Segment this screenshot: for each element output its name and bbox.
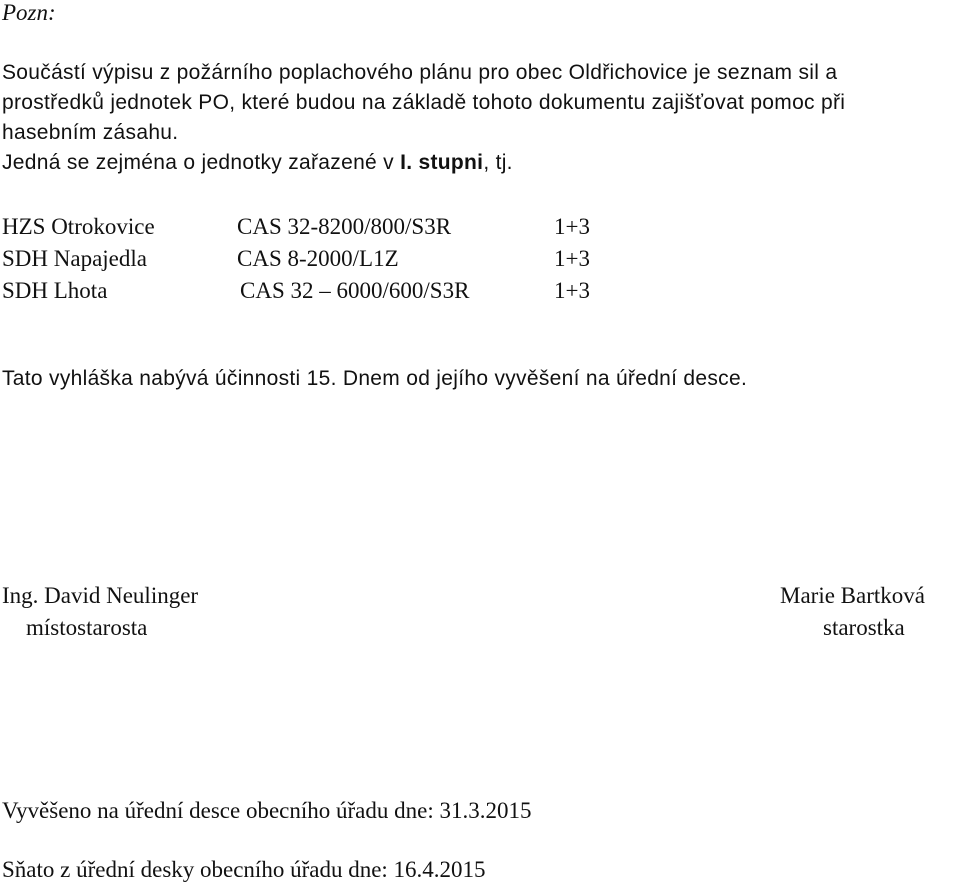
intro-line-3: hasebním zásahu. [2,121,179,144]
unit-name: SDH Napajedla [2,246,147,271]
first-degree-emphasis: I. stupni [400,151,484,174]
unit-vehicle: CAS 8-2000/L1Z [237,246,399,271]
signatory-name: Marie Bartková [780,583,925,608]
unit-row [2,212,642,244]
intro-line-4 [2,148,845,178]
intro-paragraph [2,58,845,178]
intro-line-2: prostředků jednotek PO, které budou na základě tohoto dokumentu zajišťovat pomoc při [2,91,846,114]
note-label: Pozn: [2,0,56,25]
effectivity-notice: Tato vyhláška nabývá účinnosti 15. Dnem od jejího vyvěšení na úřední desce. [2,367,748,390]
signature-right [780,581,960,645]
intro-line-4-prefix: Jedná se zejména o jednotky zařazené v [2,151,401,174]
unit-vehicle: CAS 32-8200/800/S3R [237,214,452,239]
unit-name: SDH Lhota [2,278,108,303]
removed-date-line: Sňato z úřední desky obecního úřadu dne: 16.4.2015 [2,857,486,882]
intro-line-1: Součástí výpisu z požárního poplachového plánu pro obec Oldřichovice je seznam sil a [2,61,838,84]
signatory-role: místostarosta [26,615,148,640]
unit-name: HZS Otrokovice [2,214,155,239]
posted-date-line: Vyvěšeno na úřední desce obecního úřadu dne: 31.3.2015 [2,798,532,823]
unit-crew: 1+3 [554,214,590,239]
unit-crew: 1+3 [554,246,590,271]
signatory-name: Ing. David Neulinger [2,583,199,608]
unit-crew: 1+3 [554,278,590,303]
intro-line-4-suffix: , tj. [483,151,513,174]
signatory-role: starostka [823,615,905,640]
unit-row [2,244,642,276]
unit-row [2,276,642,308]
signature-left [2,581,242,645]
unit-vehicle: CAS 32 – 6000/600/S3R [240,278,470,303]
units-list [2,212,642,308]
